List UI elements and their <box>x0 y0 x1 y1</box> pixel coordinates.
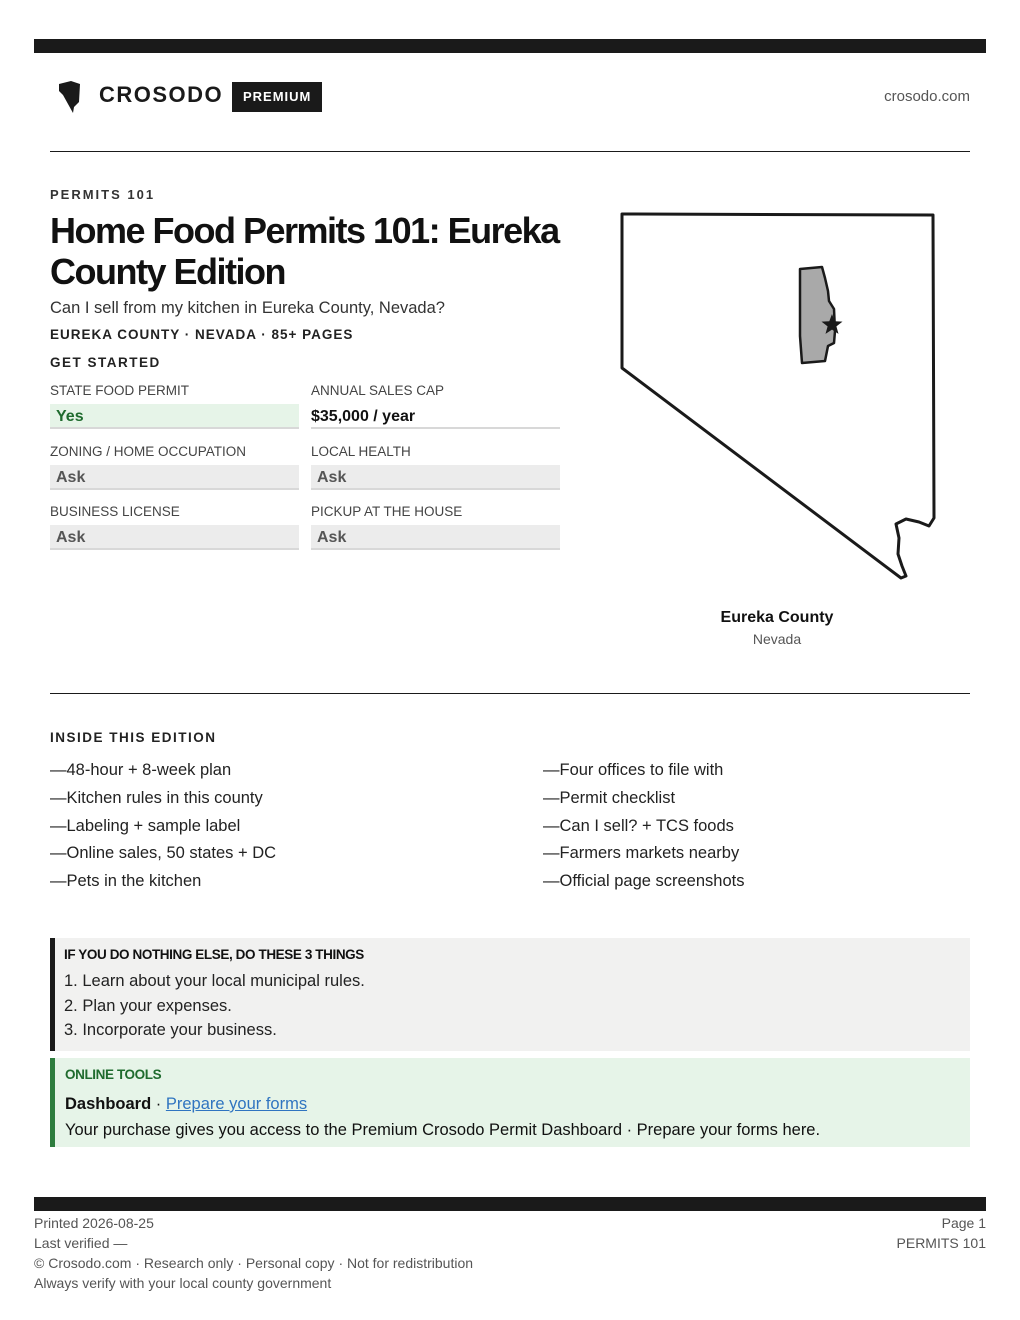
tools-links-line <box>65 1091 970 1117</box>
list-item: —Permit checklist <box>543 788 676 807</box>
tools-description: Your purchase gives you access to the Premium Crosodo Permit Dashboard · Prepare your forms here. <box>65 1121 821 1139</box>
top-rule-bar <box>34 39 986 53</box>
fact-business-license <box>50 502 299 550</box>
list-item: —Labeling + sample label <box>50 816 241 835</box>
three-things-callout <box>50 938 970 1051</box>
fact-zoning-home-occupation <box>50 442 299 490</box>
page-title: Home Food Permits 101: Eureka County Edition <box>50 210 559 292</box>
page-number: Page 1 <box>941 1215 986 1231</box>
fact-state-food-permit <box>50 381 299 429</box>
footer-left <box>34 1213 473 1293</box>
list-item: 3. Incorporate your business. <box>64 1021 277 1039</box>
list-item: —48-hour + 8-week plan <box>50 761 232 779</box>
callout-heading: ONLINE TOOLS <box>65 1067 162 1082</box>
inside-edition-heading: INSIDE THIS EDITION <box>50 730 217 745</box>
inside-edition-list-right <box>543 757 744 896</box>
fact-value: Ask <box>311 525 560 550</box>
section-divider <box>50 693 970 694</box>
fact-value: Ask <box>50 525 299 550</box>
fact-pickup-at-house <box>311 502 560 550</box>
list-item: —Pets in the kitchen <box>50 872 202 891</box>
list-item: —Online sales, 50 states + DC <box>50 844 277 863</box>
callout-heading: IF YOU DO NOTHING ELSE, DO THESE 3 THINGS <box>64 947 364 962</box>
fact-label: LOCAL HEALTH <box>311 444 411 459</box>
header-divider <box>50 151 970 152</box>
map-county-caption: Eureka County <box>720 609 834 626</box>
county-locator-map <box>614 206 944 586</box>
dashboard-label[interactable]: Dashboard <box>65 1095 152 1113</box>
nevada-outline <box>622 214 934 578</box>
list-item: —Farmers markets nearby <box>543 844 740 863</box>
fact-value: $35,000 / year <box>311 404 560 429</box>
fact-label: BUSINESS LICENSE <box>50 504 180 519</box>
site-url[interactable]: crosodo.com <box>884 88 970 105</box>
nevada-state-icon <box>58 80 82 114</box>
page-header <box>50 78 970 116</box>
separator: · <box>151 1095 166 1113</box>
section-kicker: PERMITS 101 <box>50 187 156 202</box>
list-item: —Kitchen rules in this county <box>50 788 263 807</box>
verify-note: Always verify with your local county government <box>34 1275 332 1291</box>
printed-date: Printed 2026-08-25 <box>34 1215 154 1231</box>
footer-section: PERMITS 101 <box>896 1235 986 1251</box>
list-item: 2. Plan your expenses. <box>64 996 232 1015</box>
fact-annual-sales-cap <box>311 381 560 429</box>
prepare-forms-link[interactable]: Prepare your forms <box>165 1095 308 1113</box>
get-started-heading: GET STARTED <box>50 355 161 370</box>
fact-label: ANNUAL SALES CAP <box>311 383 445 398</box>
edition-meta: EUREKA COUNTY · NEVADA · 85+ PAGES <box>50 327 354 342</box>
list-item: —Four offices to file with <box>543 761 724 779</box>
premium-badge: PREMIUM <box>232 82 322 112</box>
footer-right <box>897 1213 986 1253</box>
fact-value: Yes <box>50 404 299 429</box>
list-item: —Can I sell? + TCS foods <box>543 816 734 835</box>
brand-name: CROSODO <box>99 82 224 107</box>
page-subtitle: Can I sell from my kitchen in Eureka County, Nevada? <box>50 299 445 317</box>
inside-edition-list-left <box>50 757 276 896</box>
online-tools-callout <box>50 1058 970 1147</box>
last-verified: Last verified — <box>34 1235 128 1251</box>
fact-label: ZONING / HOME OCCUPATION <box>50 444 247 459</box>
copyright-notice: © Crosodo.com · Research only · Personal copy · Not for redistribution <box>34 1255 474 1271</box>
fact-value: Ask <box>50 465 299 490</box>
map-state-caption: Nevada <box>752 631 802 647</box>
list-item: 1. Learn about your local municipal rules. <box>64 972 365 990</box>
fact-value: Ask <box>311 465 560 490</box>
fact-label: PICKUP AT THE HOUSE <box>311 504 463 519</box>
fact-label: STATE FOOD PERMIT <box>50 383 190 398</box>
bottom-rule-bar <box>34 1197 986 1211</box>
list-item: —Official page screenshots <box>543 872 745 891</box>
fact-local-health <box>311 442 560 490</box>
